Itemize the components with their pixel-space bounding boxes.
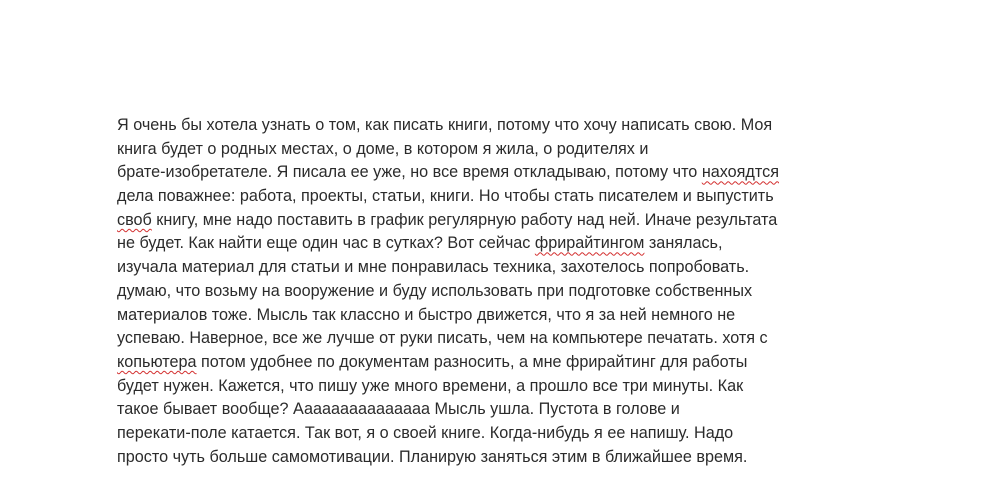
- document-body[interactable]: [117, 114, 897, 469]
- text-line: [117, 398, 897, 422]
- text-segment: успеваю. Наверное, все же лучше от руки писать, чем на компьютере печатать. хотя с: [117, 329, 768, 348]
- text-line: [117, 185, 897, 209]
- text-segment: потом удобнее по документам разносить, а мне фрирайтинг для работы: [196, 352, 748, 371]
- text-line: [117, 351, 897, 375]
- text-segment: книга будет о родных местах, о доме, в котором я жила, о родителях и: [117, 139, 649, 158]
- text-line: [117, 161, 897, 185]
- text-segment: будет нужен. Кажется, что пишу уже много времени, а прошло все три минуты. Как: [117, 376, 744, 395]
- text-segment: перекати-поле катается. Так вот, я о своей книге. Когда-нибудь я ее напишу. Надо: [117, 423, 734, 442]
- text-line: [117, 114, 897, 138]
- text-line: [117, 304, 897, 328]
- text-line: [117, 422, 897, 446]
- misspelled-word[interactable]: фрирайтингом: [534, 234, 645, 253]
- text-segment: дела поважнее: работа, проекты, статьи, книги. Но чтобы стать писателем и выпустить: [117, 187, 774, 206]
- misspelled-word[interactable]: своб: [117, 210, 152, 229]
- text-segment: Я очень бы хотела узнать о том, как писать книги, потому что хочу написать свою. Моя: [117, 116, 773, 134]
- text-segment: просто чуть больше самомотивации. Планирую заняться этим в ближайшее время.: [117, 447, 748, 466]
- text-segment: материалов тоже. Мысль так классно и быстро движется, что я за ней немного не: [117, 305, 736, 324]
- text-line: [117, 327, 897, 351]
- misspelled-word[interactable]: копьютера: [117, 352, 197, 371]
- text-line: [117, 446, 897, 470]
- misspelled-word[interactable]: нахоядтся: [701, 163, 779, 182]
- text-segment: брате-изобретателе. Я писала ее уже, но все время откладываю, потому что: [117, 163, 702, 182]
- text-segment: занялась,: [644, 234, 723, 253]
- text-line: [117, 138, 897, 162]
- text-line: [117, 256, 897, 280]
- text-segment: изучала материал для статьи и мне понравилась техника, захотелось попробовать.: [117, 258, 750, 277]
- text-line: [117, 280, 897, 304]
- text-segment: думаю, что возьму на вооружение и буду использовать при подготовке собственных: [117, 281, 753, 300]
- text-segment: такое бывает вообще? Ааааааааааааааа Мысль ушла. Пустота в голове и: [117, 400, 680, 419]
- text-line: [117, 375, 897, 399]
- text-line: [117, 209, 897, 233]
- text-segment: не будет. Как найти еще один час в сутках? Вот сейчас: [117, 234, 535, 253]
- text-line: [117, 232, 897, 256]
- text-segment: книгу, мне надо поставить в график регулярную работу над ней. Иначе результата: [151, 210, 778, 229]
